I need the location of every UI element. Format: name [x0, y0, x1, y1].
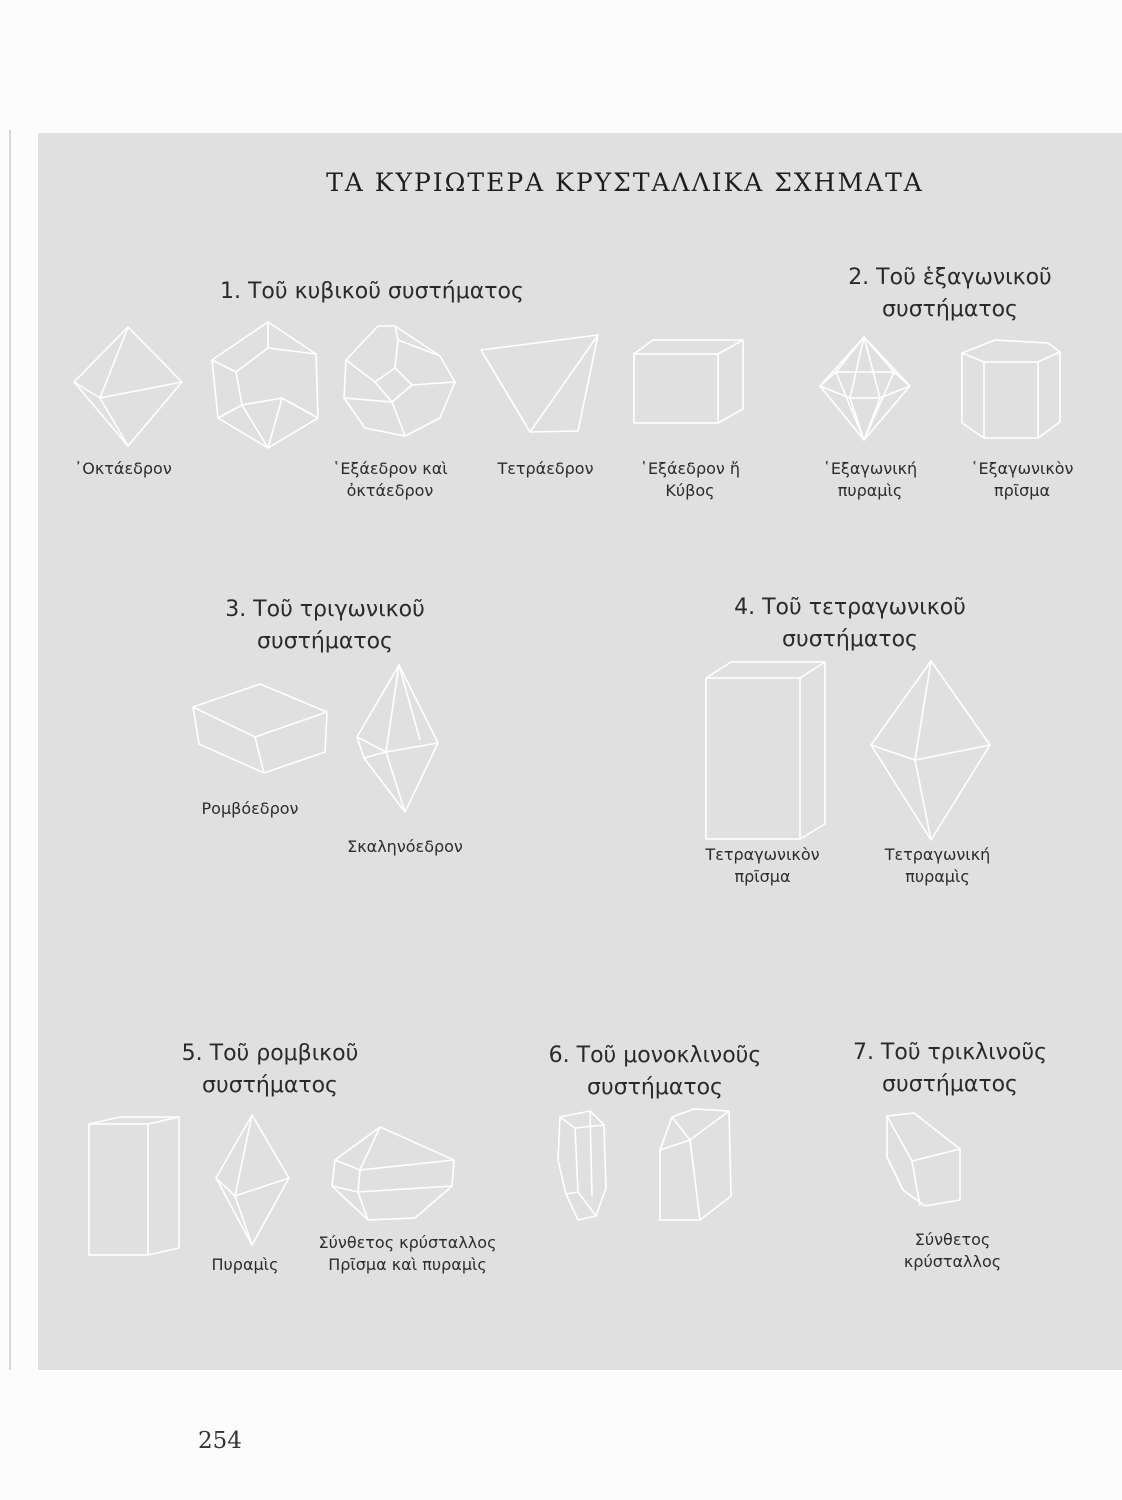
label-hexagonal-prism-line2: πρῖσμα	[993, 481, 1051, 500]
scalenohedron-drawing	[357, 665, 438, 812]
heading-hexagonal-line1: 2. Τοῦ ἑξαγωνικοῦ	[848, 265, 1052, 290]
tetrahedron-drawing	[481, 335, 598, 432]
tetragonal-prism-drawing	[706, 662, 825, 839]
label-hexagonal-pyramid-line1: ῾Εξαγωνική	[822, 459, 918, 478]
orthorhombic-pyramid-drawing	[216, 1115, 289, 1245]
rhombic-dodecahedron-drawing	[212, 322, 318, 448]
label-tetragonal-pyramid-line1: Τετραγωνική	[884, 845, 991, 864]
label-hexa-octahedron-line1: ῾Εξάεδρον καὶ	[332, 459, 448, 478]
label-triclinic-compound-line2: κρύσταλλος	[903, 1252, 1002, 1271]
page-title: ΤΑ ΚΥΡΙΩΤΕΡΑ ΚΡΥΣΤΑΛΛΙΚΑ ΣΧΗΜΑΤΑ	[326, 168, 924, 197]
page-number: 254	[198, 1428, 242, 1454]
rhombohedron-drawing	[193, 684, 327, 773]
heading-monoclinic-line2: συστήματος	[587, 1075, 723, 1100]
monoclinic-crystal-2-drawing	[660, 1109, 731, 1220]
triclinic-compound-drawing	[887, 1113, 960, 1206]
cube-drawing	[634, 340, 743, 423]
label-hexagonal-pyramid-line2: πυραμὶς	[837, 481, 903, 500]
heading-tetragonal-line2: συστήματος	[782, 627, 918, 652]
heading-monoclinic-line1: 6. Τοῦ μονοκλινοῦς	[548, 1043, 762, 1068]
heading-orthorhombic-line2: συστήματος	[202, 1073, 338, 1098]
label-orthorhombic-compound-line1: Σύνθετος κρύσταλλος	[318, 1233, 497, 1252]
label-octahedron-text: ᾿Οκτάεδρον	[74, 459, 172, 478]
label-tetrahedron-text: Τετράεδρον	[497, 459, 594, 478]
label-orthorhombic-compound-line2: Πρῖσμα καὶ πυραμὶς	[328, 1255, 487, 1274]
orthorhombic-prism-drawing	[89, 1117, 179, 1255]
label-orthorhombic-pyramid-text: Πυραμὶς	[211, 1255, 279, 1274]
label-tetragonal-prism-line1: Τετραγωνικὸν	[705, 845, 820, 864]
label-hexagonal-prism-line1: ῾Εξαγωνικὸν	[970, 459, 1074, 478]
tetragonal-pyramid-drawing	[871, 661, 990, 840]
heading-trigonal-line1: 3. Τοῦ τριγωνικοῦ	[225, 597, 425, 622]
orthorhombic-compound-drawing	[332, 1127, 454, 1220]
label-scalenohedron-text: Σκαληνόεδρον	[347, 837, 463, 856]
label-cube-line2: Κύβος	[665, 481, 715, 500]
monoclinic-crystal-1-drawing	[558, 1111, 606, 1220]
heading-hexagonal-line2: συστήματος	[882, 297, 1018, 322]
label-tetragonal-prism-line2: πρῖσμα	[734, 867, 791, 886]
label-cube-line1: ῾Εξάεδρον ἤ	[639, 459, 741, 478]
label-tetragonal-pyramid-line2: πυραμὶς	[905, 867, 970, 886]
octahedron-drawing	[74, 327, 182, 446]
heading-cubic-text: 1. Τοῦ κυβικοῦ συστήματος	[220, 279, 524, 304]
label-rhombohedron-text: Ρομβόεδρον	[201, 799, 299, 818]
hexagonal-pyramid-drawing	[820, 337, 910, 440]
label-triclinic-compound-line1: Σύνθετος	[914, 1230, 991, 1249]
hexa-octahedron-drawing	[344, 326, 455, 436]
heading-triclinic-line2: συστήματος	[882, 1072, 1018, 1097]
heading-triclinic-line1: 7. Τοῦ τρικλινοῦς	[852, 1040, 1048, 1065]
heading-tetragonal-line1: 4. Τοῦ τετραγωνικοῦ	[734, 595, 966, 620]
hexagonal-prism-drawing	[962, 340, 1060, 438]
heading-trigonal-line2: συστήματος	[257, 629, 393, 654]
heading-orthorhombic-line1: 5. Τοῦ ρομβικοῦ	[181, 1041, 359, 1066]
label-hexa-octahedron-line2: ὀκτάεδρον	[346, 481, 434, 500]
